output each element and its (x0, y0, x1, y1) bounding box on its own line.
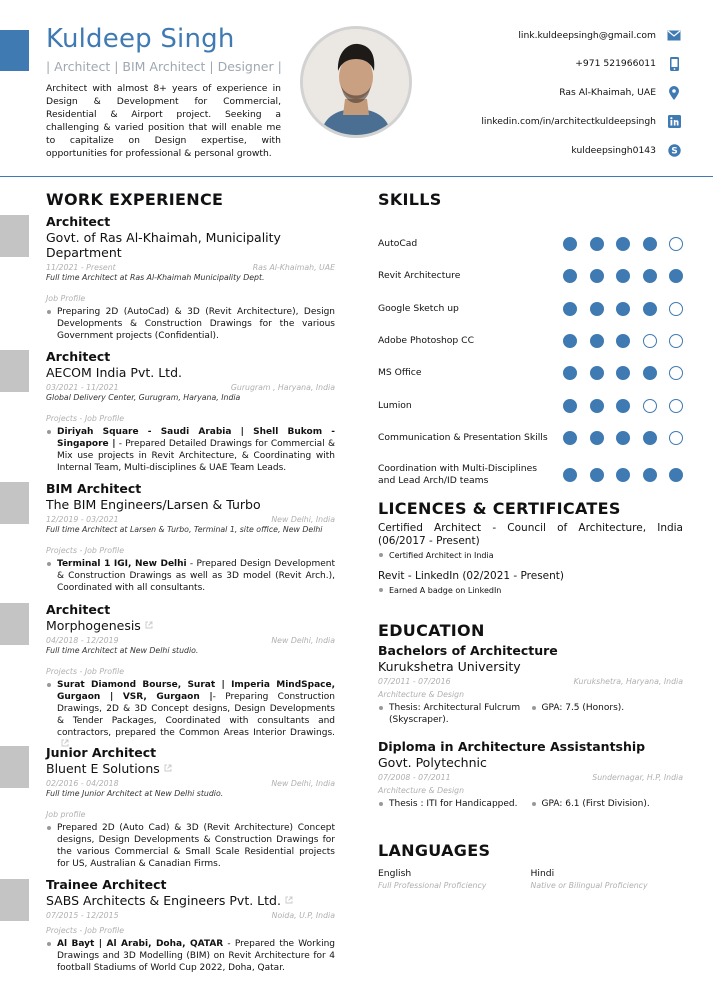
job-dates: 07/2015 - 12/2015 (46, 911, 119, 920)
rating-dot-filled (590, 431, 604, 445)
rating-dot-filled (616, 302, 630, 316)
job-bullet (46, 938, 335, 974)
skill-name: Lumion (378, 400, 412, 411)
education-location: Kurukshetra, Haryana, India (573, 677, 683, 686)
job-title: Architect (46, 349, 111, 364)
rating-dot-filled (590, 334, 604, 348)
rating-dot-filled (616, 399, 630, 413)
skill-rating (551, 366, 684, 380)
education-school: Kurukshetra University (378, 659, 521, 674)
skill-name: Google Sketch up (378, 303, 459, 314)
languages-section (378, 841, 683, 891)
skill-row (378, 302, 683, 316)
job-meta (46, 636, 335, 646)
job-bullet-text: - Prepared Design Development & Construction Drawings as well as 3D model (Revit Arch.), Coordinated with all consultants. (57, 559, 335, 593)
rating-dot-filled (616, 431, 630, 445)
rating-dot-filled (643, 431, 657, 445)
right-column (378, 190, 683, 890)
education-item (378, 739, 683, 810)
rating-dot-empty (669, 366, 683, 380)
job-entry (46, 481, 335, 594)
language-level: Native or Bilingual Proficiency (530, 881, 648, 890)
job-company: Govt. of Ras Al-Khaimah, Municipality Department (46, 230, 281, 260)
work-experience-section (46, 190, 335, 973)
side-marker (0, 482, 29, 524)
certificate-title: Revit - LinkedIn (02/2021 - Present) (378, 570, 565, 582)
education-dates: 07/2011 - 07/2016 (378, 677, 451, 686)
rating-dot-filled (563, 399, 577, 413)
job-bullet-text: Preparing 2D (AutoCad) & 3D (Revit Architecture), Design Developments & Construction Drawings for the various Government projects (Confidential). (57, 307, 335, 341)
job-bullet (46, 679, 335, 752)
language-name: English (378, 868, 412, 879)
job-location: New Delhi, India (271, 515, 335, 524)
job-company-link[interactable] (46, 761, 335, 776)
rating-dot-filled (616, 366, 630, 380)
skype-icon (667, 143, 681, 157)
job-title: Architect (46, 214, 111, 229)
education-gpa: GPA: 6.1 (First Division). (531, 798, 684, 810)
job-description: Full time Architect at Ras Al-Khaimah Municipality Dept. (46, 273, 265, 282)
skill-name: MS Office (378, 367, 422, 378)
rating-dot-empty (669, 237, 683, 251)
summary: Architect with almost 8+ years of experience in Design & Development for Commercial, Residential & Airport project. Seeking a challenging & varied position that will enable me to capitalize on Design expertise, with opportunities for professional & personal growth. (46, 83, 281, 159)
languages-list (378, 868, 683, 891)
job-bullet-projects: Surat Diamond Bourse, Surat | Imperia MindSpace, Gurgaon | VSR, Gurgaon | (57, 680, 335, 702)
job-bullet-projects: Diriyah Square - Saudi Arabia | Shell Bukom - Singapore | (57, 427, 335, 449)
job-dates: 12/2019 - 03/2021 (46, 515, 119, 524)
job-title: Trainee Architect (46, 877, 167, 892)
certificates-heading: LICENCES & CERTIFICATES (378, 499, 621, 518)
skill-name: Coordination with Multi-Disciplines and Lead Arch/ID teams (378, 463, 538, 486)
job-description: Full time Architect at Larsen & Turbo, Terminal 1, site office, New Delhi (46, 525, 323, 534)
side-marker (0, 603, 29, 645)
skill-name: Adobe Photoshop CC (378, 335, 475, 346)
education-degree: Bachelors of Architecture (378, 643, 558, 658)
rating-dot-filled (669, 468, 683, 482)
job-role-label: Job profile (46, 810, 86, 819)
candidate-name: Kuldeep Singh (46, 24, 235, 54)
contact-location (481, 84, 681, 102)
rating-dot-filled (563, 269, 577, 283)
job-bullet (46, 822, 335, 870)
education-section (378, 621, 683, 810)
side-marker (0, 215, 29, 257)
contact-phone-text[interactable]: +971 521966011 (575, 58, 656, 70)
job-bullet-text: - Prepared Detailed Drawings for Commercial & Mix use projects in Revit Architecture, & Coordinating with Internal Team, Multi-disciplines & UAE Team Leads. (57, 439, 335, 473)
job-dates: 04/2018 - 12/2019 (46, 636, 119, 645)
certificate-note: Certified Architect in India (378, 550, 683, 561)
rating-dot-filled (616, 334, 630, 348)
contact-list (481, 26, 681, 170)
rating-dot-filled (563, 431, 577, 445)
job-entry (46, 349, 335, 474)
education-degree: Diploma in Architecture Assistantship (378, 739, 646, 754)
contact-linkedin-text[interactable]: linkedin.com/in/architectkuldeepsingh (481, 115, 656, 127)
job-dates: 11/2021 - Present (46, 263, 116, 272)
rating-dot-filled (563, 366, 577, 380)
accent-block (0, 30, 29, 71)
rating-dot-filled (643, 468, 657, 482)
skill-name: Revit Architecture (378, 270, 461, 281)
certificates-section (378, 499, 683, 596)
rating-dot-empty (669, 334, 683, 348)
contact-skype[interactable] (481, 141, 681, 159)
job-company-link[interactable] (46, 618, 335, 633)
rating-dot-filled (563, 468, 577, 482)
rating-dot-filled (563, 302, 577, 316)
contact-linkedin[interactable] (481, 112, 681, 130)
rating-dot-filled (643, 269, 657, 283)
skill-row (378, 237, 683, 251)
rating-dot-filled (616, 468, 630, 482)
skills-heading: SKILLS (378, 190, 442, 209)
languages-heading: LANGUAGES (378, 841, 491, 860)
external-link-icon[interactable] (145, 621, 153, 629)
skill-row (378, 399, 683, 413)
skill-row (378, 431, 683, 445)
job-dates: 03/2021 - 11/2021 (46, 383, 119, 392)
job-dates: 02/2016 - 04/2018 (46, 779, 119, 788)
skill-rating (551, 431, 684, 445)
header-divider (0, 176, 713, 177)
education-gpa: GPA: 7.5 (Honors). (531, 702, 684, 726)
job-description: Full time Junior Architect at New Delhi studio. (46, 789, 224, 798)
skill-row (378, 269, 683, 283)
education-field: Architecture & Design (378, 690, 465, 699)
job-role-label: Projects - Job Profile (46, 926, 124, 935)
education-thesis: Thesis : ITI for Handicapped. (378, 798, 531, 810)
job-location: Ras Al-Khaimah, UAE (252, 263, 335, 272)
skill-row (378, 366, 683, 380)
education-heading: EDUCATION (378, 621, 485, 640)
skill-name: AutoCad (378, 238, 418, 249)
external-link-icon[interactable] (285, 896, 293, 904)
contact-location-text: Ras Al-Khaimah, UAE (559, 87, 656, 99)
external-link-icon[interactable] (164, 764, 172, 772)
education-school: Govt. Polytechnic (378, 755, 487, 770)
education-location: Sundernagar, H.P, India (592, 773, 683, 782)
job-location: New Delhi, India (271, 779, 335, 788)
rating-dot-empty (669, 399, 683, 413)
job-location: Gurugram , Haryana, India (230, 383, 335, 392)
job-company[interactable]: SABS Architects & Engineers Pvt. Ltd. (46, 893, 281, 908)
job-role-label: Job Profile (46, 294, 86, 303)
candidate-subtitle: | Architect | BIM Architect | Designer | (46, 59, 282, 74)
job-company: The BIM Engineers/Larsen & Turbo (46, 497, 261, 512)
job-bullet-text: Prepared 2D (Auto Cad) & 3D (Revit Architecture) Concept designs, Design Developments & Construction Drawings for the various Commercial & Small Scale Residential projects for US, Australian & Canadian Firms. (57, 823, 335, 869)
job-company[interactable]: Morphogenesis (46, 618, 141, 633)
education-details (378, 702, 683, 726)
education-field: Architecture & Design (378, 786, 465, 795)
job-entry (46, 745, 335, 870)
phone-icon (667, 57, 681, 71)
job-entry (46, 602, 335, 752)
job-role-label: Projects - Job Profile (46, 414, 124, 423)
certificate-title: Certified Architect - Council of Architecture, India (06/2017 - Present) (378, 522, 683, 547)
side-marker (0, 879, 29, 921)
contact-phone[interactable] (481, 55, 681, 73)
job-bullet (46, 558, 335, 594)
rating-dot-filled (563, 237, 577, 251)
linkedin-icon (667, 114, 681, 128)
job-company: AECOM India Pvt. Ltd. (46, 365, 182, 380)
job-meta (46, 779, 335, 789)
side-marker (0, 746, 29, 788)
job-meta (46, 911, 335, 921)
rating-dot-filled (590, 269, 604, 283)
location-icon (667, 86, 681, 100)
language-name: Hindi (530, 868, 555, 879)
rating-dot-empty (669, 431, 683, 445)
job-entry (46, 214, 335, 342)
job-bullet-text: - Prepared the Working Drawings and 3D Modelling (BIM) on Revit Architecture for 4 football Stadiums of World Cup 2022, Doha, Qatar. (57, 939, 335, 973)
skill-rating (551, 269, 684, 283)
skill-row (378, 334, 683, 348)
job-role-label: Projects - Job Profile (46, 546, 124, 555)
education-item (378, 643, 683, 726)
job-description: Global Delivery Center, Gurugram, Haryana, India (46, 393, 241, 402)
rating-dot-filled (669, 269, 683, 283)
rating-dot-filled (643, 237, 657, 251)
profile-photo (300, 26, 412, 138)
rating-dot-empty (643, 334, 657, 348)
job-description: Full time Architect at New Delhi studio. (46, 646, 199, 655)
skill-rating (551, 399, 684, 413)
rating-dot-filled (590, 399, 604, 413)
job-meta (46, 515, 335, 525)
skill-name: Communication & Presentation Skills (378, 432, 548, 443)
job-bullet (46, 426, 335, 474)
rating-dot-filled (590, 366, 604, 380)
job-bullet (46, 306, 335, 342)
contact-email-text[interactable]: link.kuldeepsingh@gmail.com (518, 29, 656, 41)
rating-dot-filled (616, 269, 630, 283)
education-dates: 07/2008 - 07/2011 (378, 773, 451, 782)
job-title: BIM Architect (46, 481, 142, 496)
rating-dot-filled (590, 237, 604, 251)
job-company-link[interactable] (46, 893, 335, 908)
job-bullet-text: - Preparing Construction Drawings, 2D & 3D Concept designs, Design Developments & Tender Packages, Coordinated with consultants and contractors, prepared the Common Areas Interior Drawings. (57, 692, 335, 738)
skill-rating (551, 302, 684, 316)
rating-dot-filled (590, 302, 604, 316)
certificate-note: Earned A badge on LinkedIn (378, 585, 683, 596)
rating-dot-filled (643, 366, 657, 380)
person-portrait-icon (303, 29, 409, 135)
skill-rating (551, 237, 684, 251)
job-bullet-projects: Terminal 1 IGI, New Delhi (57, 559, 187, 569)
side-marker (0, 350, 29, 392)
education-details (378, 798, 683, 810)
job-role-label: Projects - Job Profile (46, 667, 124, 676)
rating-dot-empty (669, 302, 683, 316)
job-title: Architect (46, 602, 111, 617)
rating-dot-filled (563, 334, 577, 348)
skill-row (378, 463, 683, 487)
certificate-item (378, 570, 683, 596)
job-company[interactable]: Bluent E Solutions (46, 761, 160, 776)
education-meta (378, 677, 683, 687)
skill-rating (551, 334, 684, 348)
skill-rating (551, 468, 684, 482)
job-entry (46, 877, 335, 974)
work-experience-heading: WORK EXPERIENCE (46, 190, 224, 209)
job-bullet-projects: Al Bayt | Al Arabi, Doha, QATAR (57, 939, 224, 949)
job-meta (46, 383, 335, 393)
job-meta (46, 263, 335, 273)
education-thesis: Thesis: Architectural Fulcrum (Skyscraper). (378, 702, 531, 726)
certificate-item (378, 522, 683, 561)
language-item (378, 868, 531, 891)
rating-dot-empty (643, 399, 657, 413)
rating-dot-filled (590, 468, 604, 482)
job-location: Noida, U.P, India (271, 911, 335, 920)
mail-icon (667, 28, 681, 42)
rating-dot-filled (643, 302, 657, 316)
rating-dot-filled (616, 237, 630, 251)
education-meta (378, 773, 683, 783)
contact-skype-text[interactable]: kuldeepsingh0143 (571, 144, 656, 156)
language-level: Full Professional Proficiency (378, 881, 487, 890)
job-location: New Delhi, India (271, 636, 335, 645)
svg-text:S: S (670, 146, 678, 157)
contact-email[interactable] (481, 26, 681, 44)
job-title: Junior Architect (46, 745, 157, 760)
language-item (531, 868, 684, 891)
